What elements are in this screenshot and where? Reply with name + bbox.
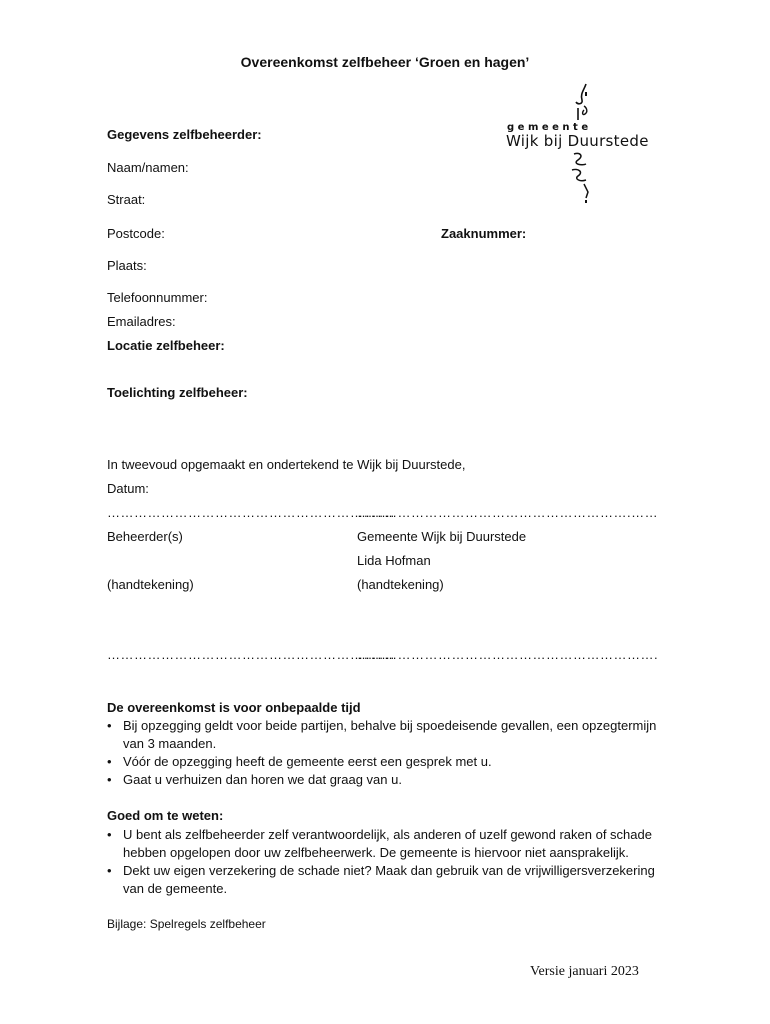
logo-gemeente-label: gemeente — [507, 122, 592, 133]
logo-municipality-name: Wijk bij Duurstede — [506, 132, 649, 150]
signature-line-left-top: ………………………………………………………. — [107, 505, 395, 520]
beheerder-label: Beheerder(s) — [107, 529, 183, 544]
bijlage-note: Bijlage: Spelregels zelfbeheer — [107, 917, 266, 931]
list-item: • Dekt uw eigen verzekering de schade niet? Maak dan gebruik van de vrijwilligersverzekering van de gemeente. — [107, 862, 667, 898]
list-item: • Vóór de opzegging heeft de gemeente eerst een gesprek met u. — [107, 753, 667, 771]
toelichting-heading: Toelichting zelfbeheer: — [107, 385, 248, 400]
version-label: Versie januari 2023 — [530, 964, 639, 979]
zaaknummer-label: Zaaknummer: — [441, 226, 527, 241]
plaats-label: Plaats: — [107, 258, 147, 273]
list-item: • U bent als zelfbeheerder zelf verantwoordelijk, als anderen of uzelf gewond raken of schade hebben opgelopen door uw zelfbeheerwerk. De gemeente is hiervoor niet aansprakelijk. — [107, 826, 667, 862]
locatie-heading: Locatie zelfbeheer: — [107, 338, 225, 353]
gemeente-label: Gemeente Wijk bij Duurstede — [357, 529, 527, 544]
municipality-logo — [500, 80, 670, 205]
goed-om-te-weten-heading: Goed om te weten: — [107, 808, 224, 823]
goed-om-te-weten-list — [107, 826, 667, 898]
onbepaald-heading: De overeenkomst is voor onbepaalde tijd — [107, 700, 361, 715]
signature-line-right-top: …………………………………………………….…… — [357, 505, 659, 520]
signature-line-right-bottom: …………………………………………………………. — [357, 647, 659, 662]
straat-label: Straat: — [107, 192, 146, 207]
signature-line-left-bottom: ………………………………………………………. — [107, 647, 395, 662]
ondertekening-intro: In tweevoud opgemaakt en ondertekend te Wijk bij Duurstede, — [107, 457, 466, 472]
datum-label: Datum: — [107, 481, 149, 496]
gegevens-heading: Gegevens zelfbeheerder: — [107, 127, 262, 142]
onbepaald-list — [107, 717, 667, 789]
list-item: • Bij opzegging geldt voor beide partijen, behalve bij spoedeisende gevallen, een opzegtermijn van 3 maanden. — [107, 717, 667, 753]
handtekening-left-label: (handtekening) — [107, 577, 194, 592]
list-item: • Gaat u verhuizen dan horen we dat graag van u. — [107, 771, 667, 789]
document-title: Overeenkomst zelfbeheer ‘Groen en hagen’ — [240, 54, 530, 70]
handtekening-right-label: (handtekening) — [357, 577, 444, 592]
gemeente-signatory-name: Lida Hofman — [357, 553, 431, 568]
postcode-label: Postcode: — [107, 226, 165, 241]
email-label: Emailadres: — [107, 314, 176, 329]
naam-label: Naam/namen: — [107, 160, 189, 175]
telefoon-label: Telefoonnummer: — [107, 290, 208, 305]
